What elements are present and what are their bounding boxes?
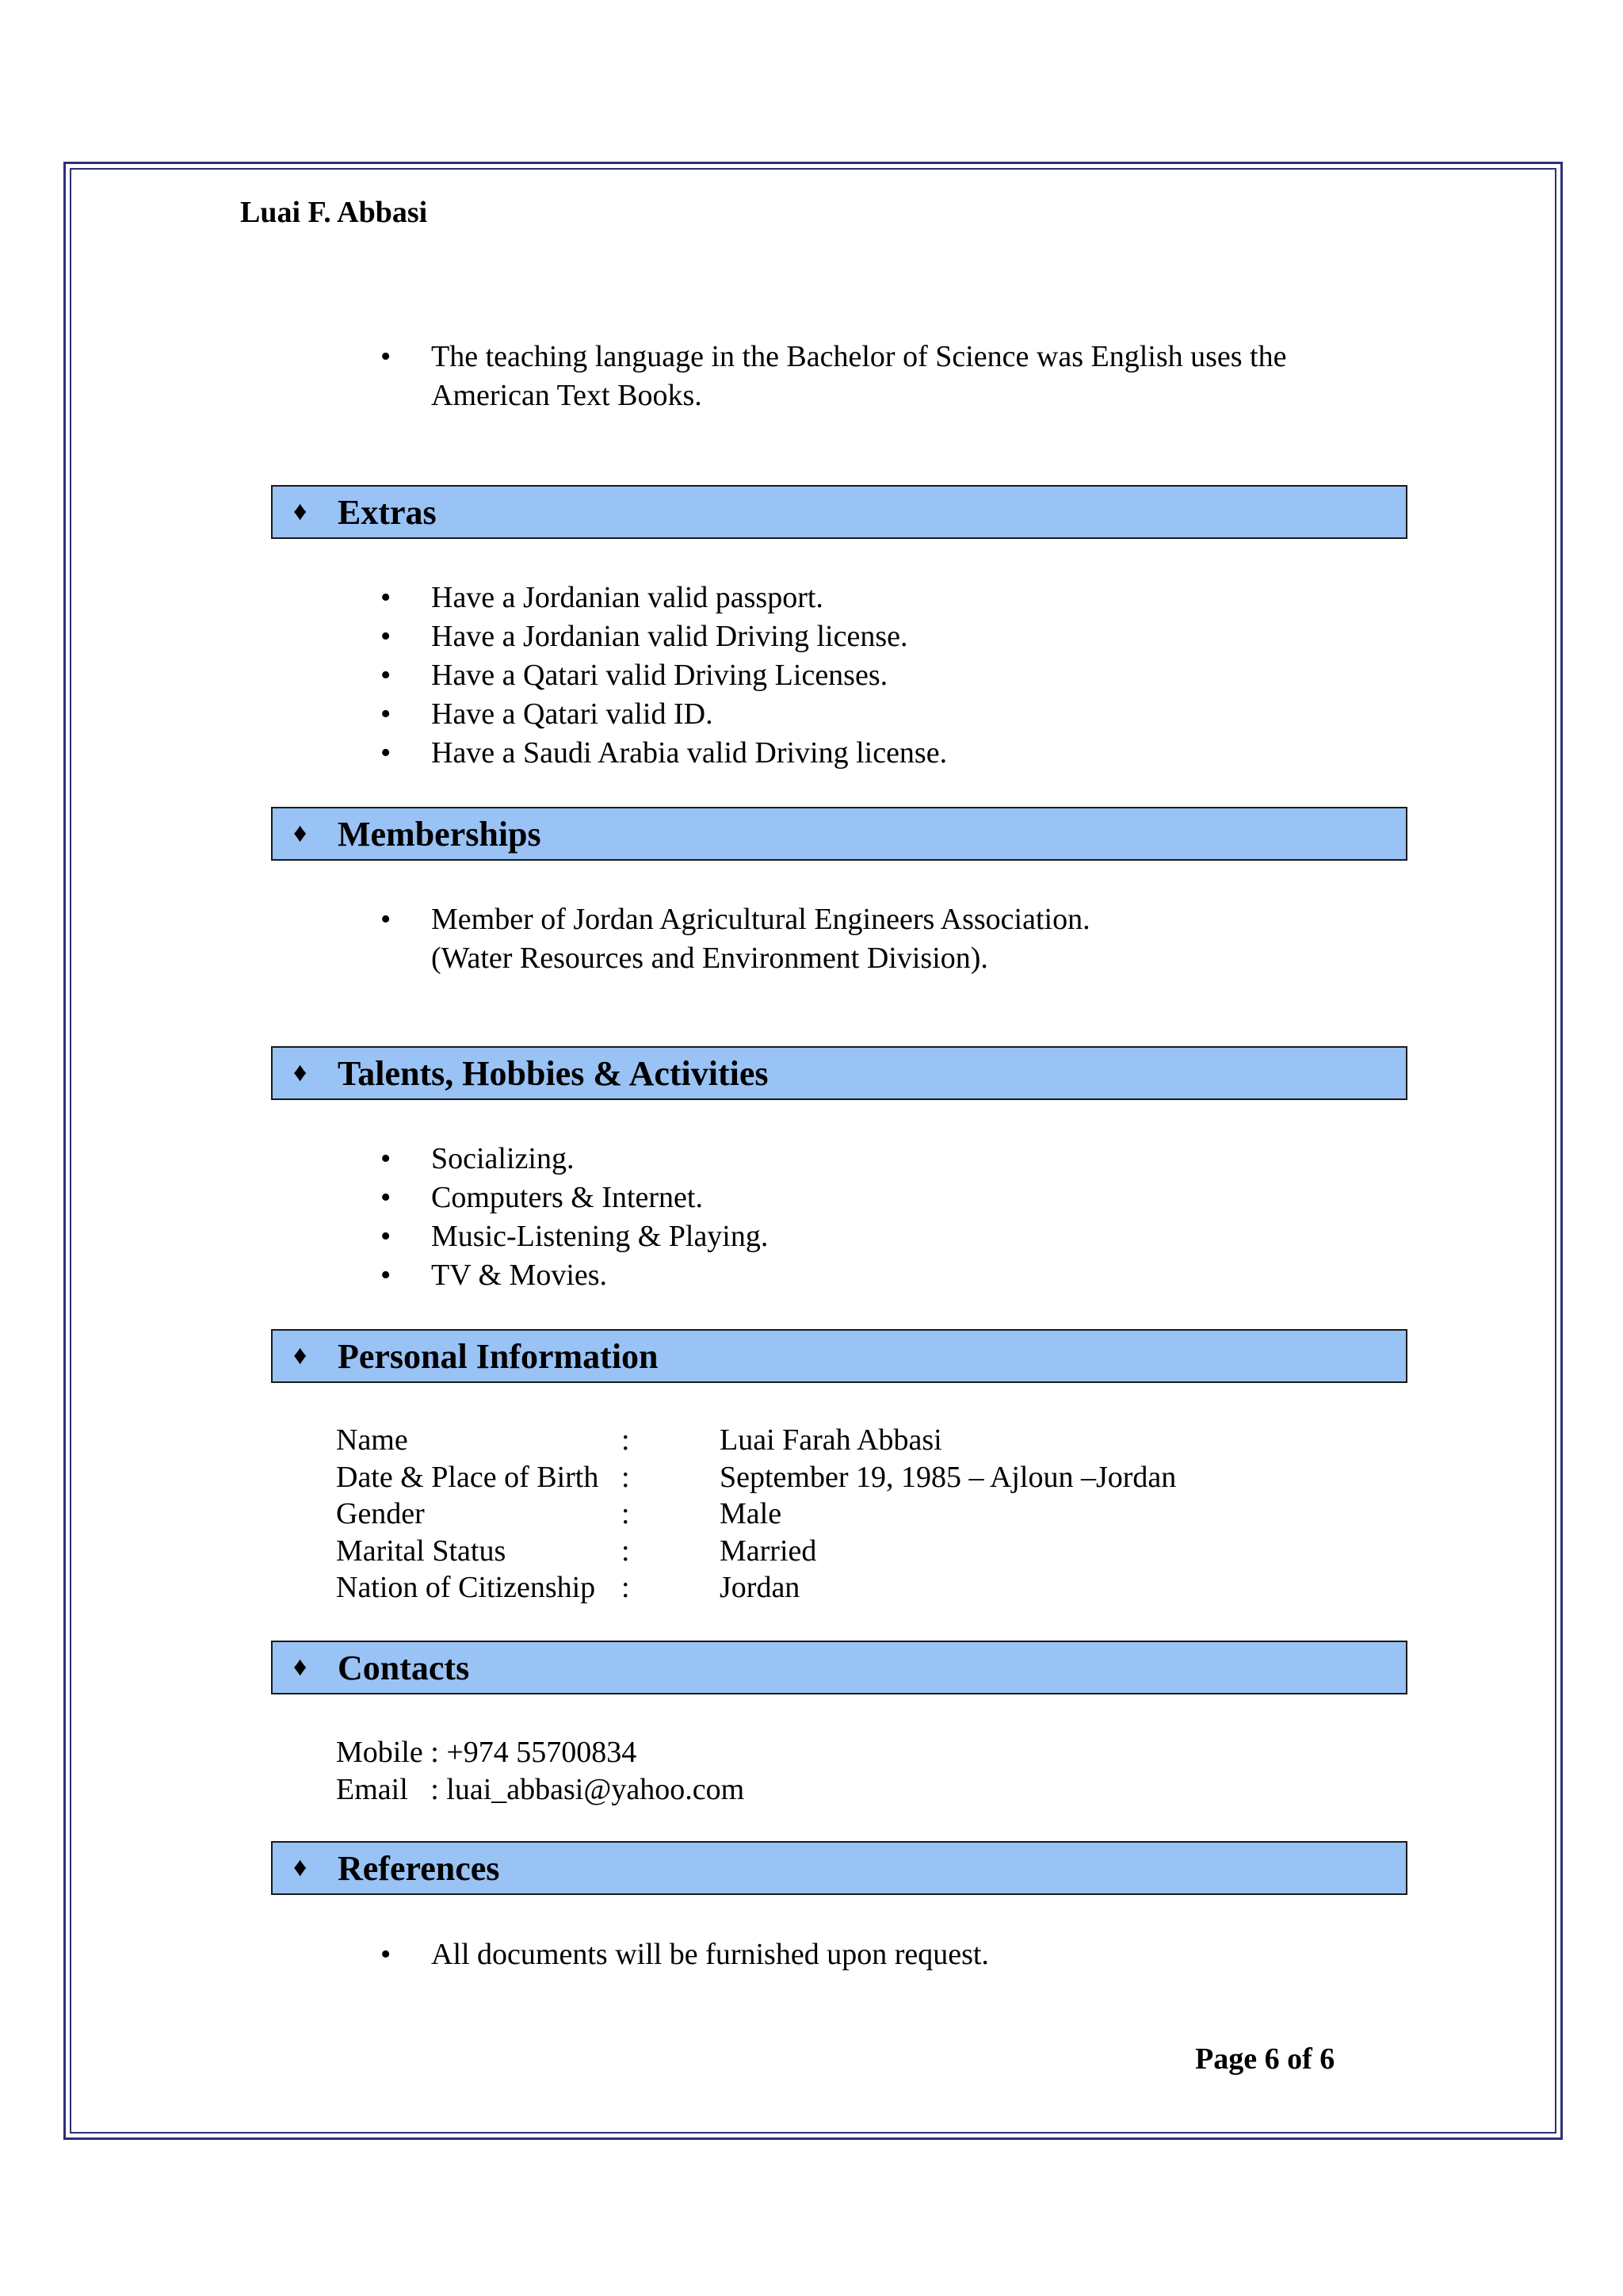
education-note-line-1: The teaching language in the Bachelor of Science was English uses the (431, 340, 1287, 373)
info-row-gender (336, 1496, 1287, 1533)
info-label: Gender (336, 1497, 425, 1530)
info-colon: : (621, 1571, 630, 1604)
info-value: Married (720, 1534, 817, 1568)
section-title: References (338, 1848, 500, 1888)
info-value: Male (720, 1497, 782, 1530)
list-item: • All documents will be furnished upon request. (380, 1935, 989, 1974)
info-row-citizenship (336, 1569, 1287, 1606)
info-colon: : (621, 1534, 630, 1568)
section-title: Extras (338, 492, 437, 532)
info-label: Nation of Citizenship (336, 1571, 596, 1604)
section-header-extras (271, 485, 1407, 539)
section-header-contacts (271, 1641, 1407, 1694)
list-item (380, 338, 1286, 415)
references-list (380, 1935, 989, 1974)
diamond-bullet-icon: ♦ (293, 819, 307, 848)
info-label: Marital Status (336, 1534, 506, 1568)
info-label: Name (336, 1423, 408, 1457)
list-item: • Have a Qatari valid Driving Licenses. (380, 656, 947, 695)
diamond-bullet-icon: ♦ (293, 1853, 307, 1882)
list-item: • TV & Movies. (380, 1256, 768, 1295)
info-row-birth (336, 1459, 1287, 1496)
section-header-references (271, 1841, 1407, 1895)
section-title: Contacts (338, 1648, 470, 1687)
info-colon: : (621, 1423, 630, 1457)
section-header-talents (271, 1046, 1407, 1100)
section-title: Personal Information (338, 1336, 659, 1376)
talents-list (380, 1140, 768, 1295)
diamond-bullet-icon: ♦ (293, 1341, 307, 1370)
education-note-line-2: American Text Books. (431, 379, 702, 412)
contact-mobile: Mobile : +974 55700834 (336, 1736, 637, 1769)
info-row-marital-status (336, 1533, 1287, 1570)
diamond-bullet-icon: ♦ (293, 1058, 307, 1087)
page-border-inner (70, 168, 1556, 2134)
membership-line-1: Member of Jordan Agricultural Engineers Association. (431, 903, 1090, 936)
info-row-name (336, 1422, 1287, 1459)
info-label: Date & Place of Birth (336, 1460, 599, 1494)
info-value: Luai Farah Abbasi (720, 1423, 942, 1457)
list-item: • Have a Jordanian valid passport. (380, 579, 947, 617)
education-note-list (380, 338, 1286, 415)
extras-list (380, 579, 947, 773)
info-value: Jordan (720, 1571, 800, 1604)
list-item: • Have a Qatari valid ID. (380, 695, 947, 734)
list-item (380, 900, 1090, 978)
personal-info-table (336, 1422, 1287, 1606)
list-item: • Have a Saudi Arabia valid Driving license. (380, 734, 947, 773)
info-colon: : (621, 1460, 630, 1494)
diamond-bullet-icon: ♦ (293, 497, 307, 526)
header-name: Luai F. Abbasi (240, 196, 428, 229)
list-item: • Have a Jordanian valid Driving license. (380, 617, 947, 656)
section-title: Talents, Hobbies & Activities (338, 1053, 769, 1093)
section-header-memberships (271, 807, 1407, 861)
page-number: Page 6 of 6 (1195, 2042, 1335, 2076)
section-header-personal-information (271, 1329, 1407, 1383)
info-colon: : (621, 1497, 630, 1530)
info-value: September 19, 1985 – Ajloun –Jordan (720, 1460, 1177, 1494)
contact-email: Email : luai_abbasi@yahoo.com (336, 1773, 745, 1806)
list-item: • Socializing. (380, 1140, 768, 1179)
list-item: • Computers & Internet. (380, 1179, 768, 1217)
memberships-list (380, 900, 1090, 978)
membership-line-2: (Water Resources and Environment Division). (431, 942, 988, 975)
section-title: Memberships (338, 814, 541, 854)
diamond-bullet-icon: ♦ (293, 1652, 307, 1682)
list-item: • Music-Listening & Playing. (380, 1217, 768, 1256)
contacts-block (336, 1734, 744, 1809)
